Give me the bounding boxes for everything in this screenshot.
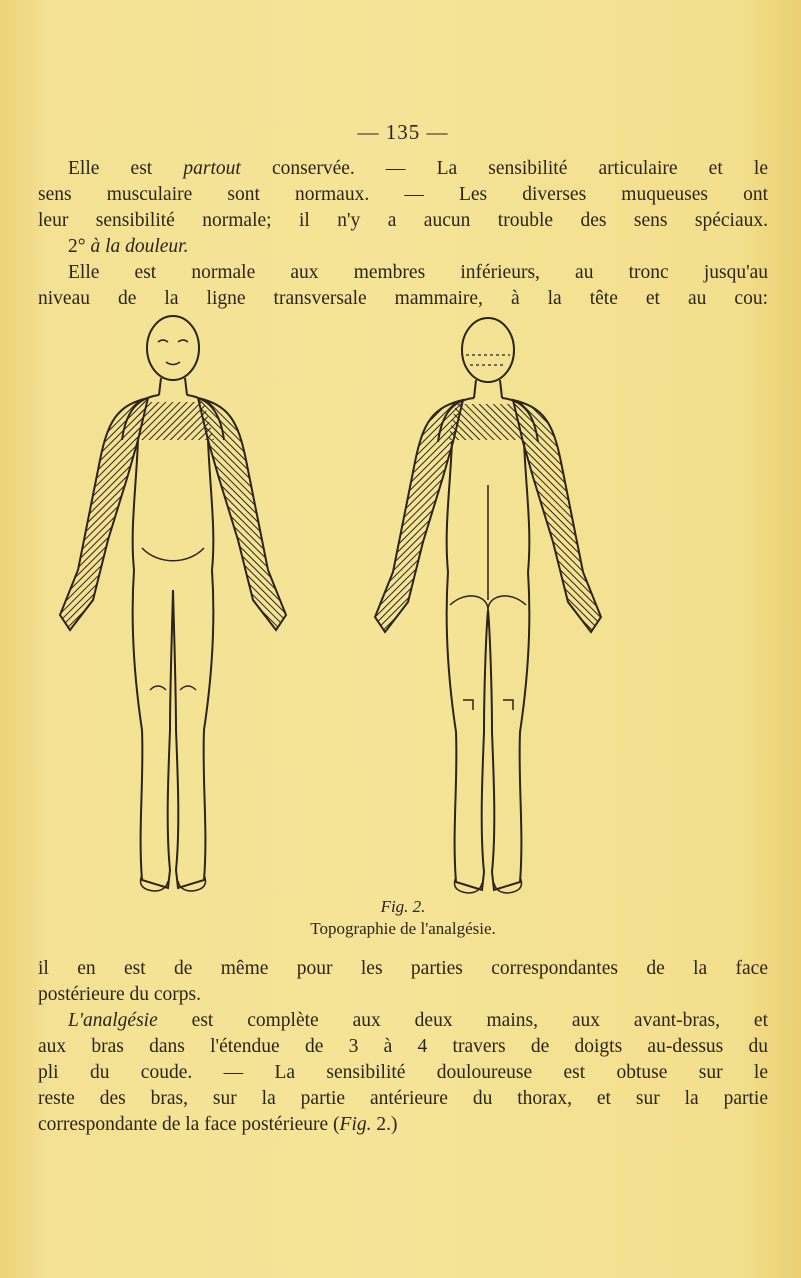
analgesia-figure — [38, 310, 768, 900]
back-view-figure — [375, 318, 601, 893]
page-number: — 135 — — [357, 120, 449, 144]
text-line: Elle est normale aux membres inférieurs, au tronc jusqu'au — [68, 262, 768, 283]
text-line: pli du coude. — La sensibilité douloureuse est obtuse sur le — [38, 1062, 768, 1083]
book-page — [38, 0, 768, 1278]
front-view-figure — [60, 316, 286, 891]
text-line: Elle est partout conservée. — La sensibilité articulaire et le — [68, 158, 768, 179]
figure-label: Fig. 2. — [380, 897, 426, 916]
text-line: postérieure du corps. — [38, 984, 201, 1005]
top-paragraph — [38, 156, 768, 312]
figure-title: Topographie de l'analgésie. — [310, 919, 496, 938]
body-diagram — [38, 310, 768, 900]
section-heading: 2° à la douleur. — [68, 236, 189, 257]
figure-caption — [38, 896, 768, 940]
text-line: reste des bras, sur la partie antérieure du thorax, et sur la partie — [38, 1088, 768, 1109]
text-line: niveau de la ligne transversale mammaire, à la tête et au cou: — [38, 288, 768, 309]
text-line: il en est de même pour les parties correspondantes de la face — [38, 958, 768, 979]
text-line: correspondante de la face postérieure (Fig. 2.) — [38, 1114, 398, 1135]
text-line: leur sensibilité normale; il n'y a aucun trouble des sens spéciaux. — [38, 210, 768, 231]
text-line: aux bras dans l'étendue de 3 à 4 travers de doigts au-dessus du — [38, 1036, 768, 1057]
back-head — [462, 318, 514, 382]
front-head — [147, 316, 199, 380]
text-line: sens musculaire sont normaux. — Les diverses muqueuses ont — [38, 184, 768, 205]
bottom-paragraph — [38, 956, 768, 1138]
text-line: L'analgésie est complète aux deux mains, aux avant-bras, et — [68, 1010, 768, 1031]
